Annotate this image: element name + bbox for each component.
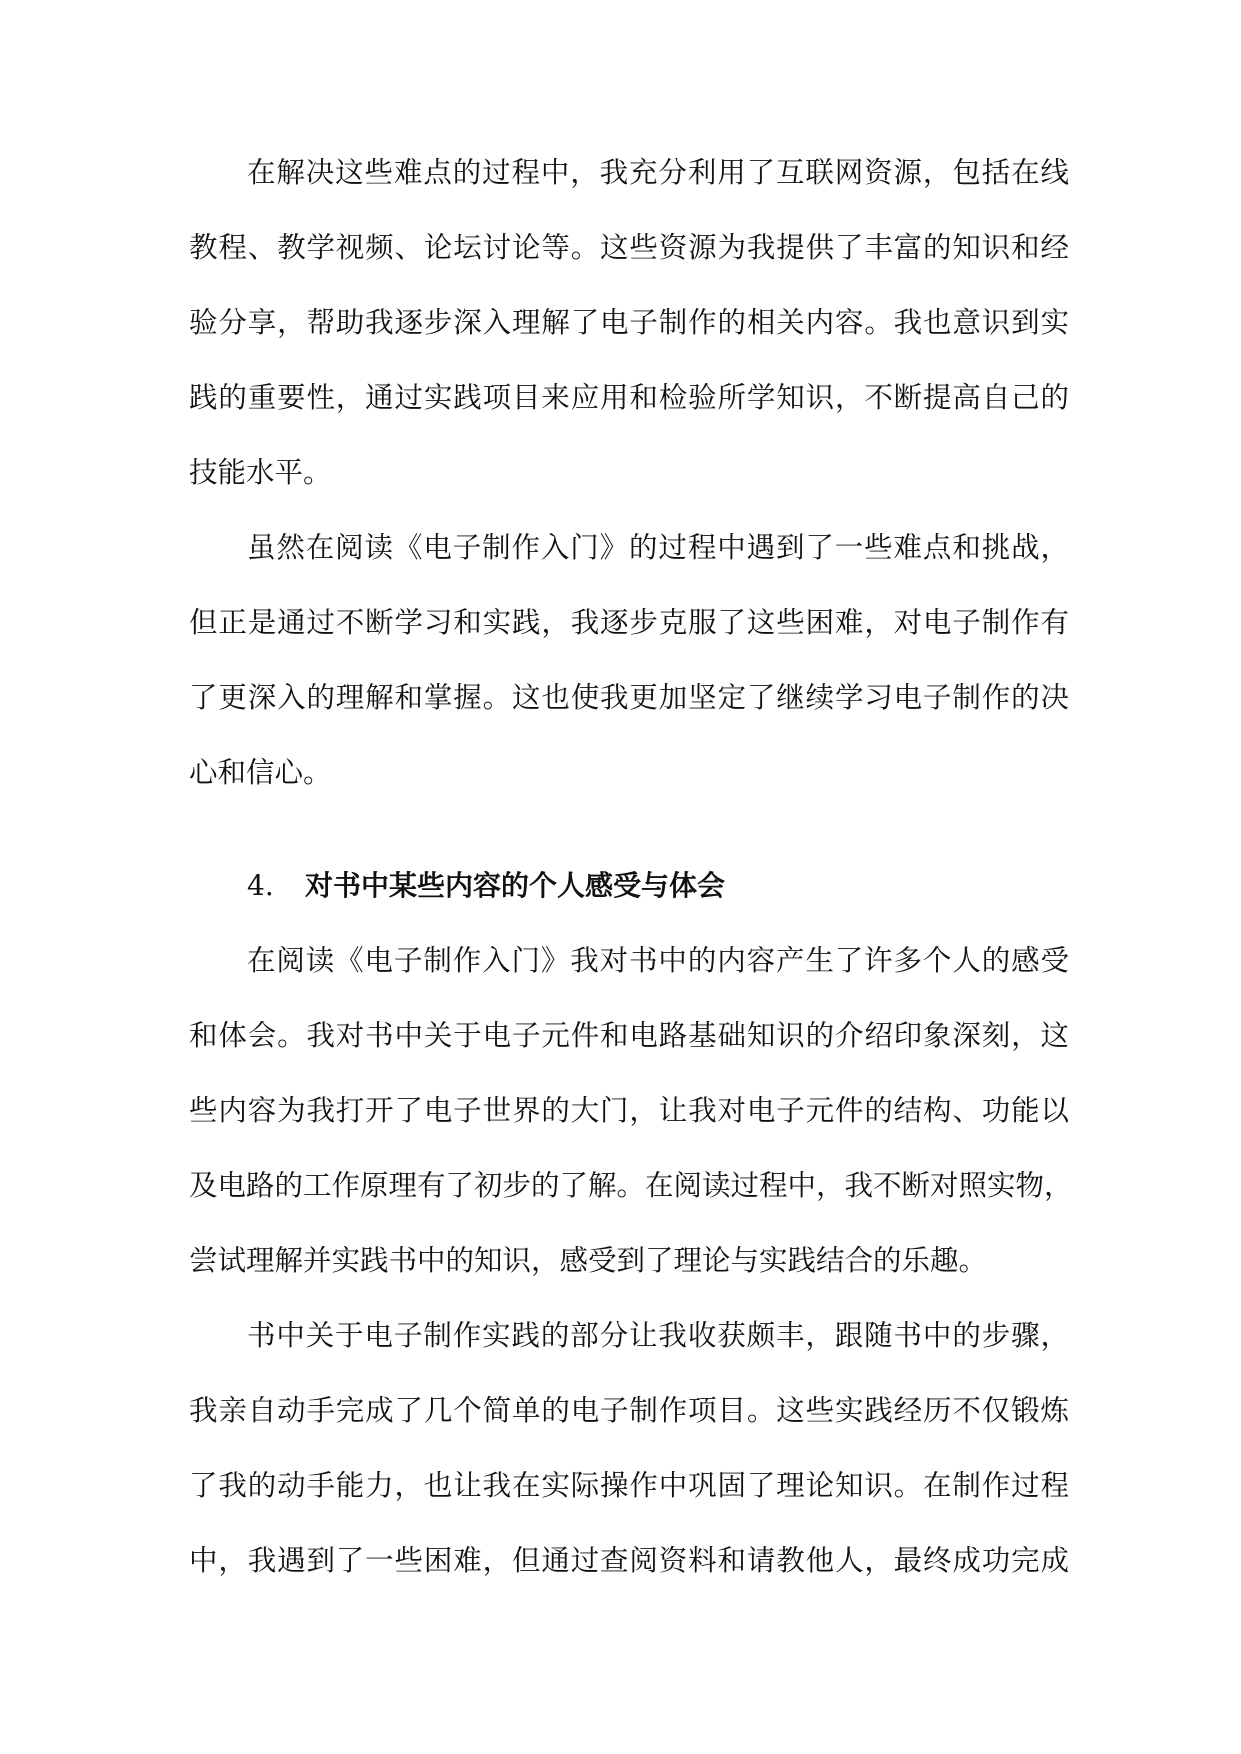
paragraph-line: 践的重要性，通过实践项目来应用和检验所学知识，不断提高自己的 <box>189 381 1069 414</box>
section-title: 对书中某些内容的个人感受与体会 <box>305 869 726 902</box>
paragraph-line: 书中关于电子制作实践的部分让我收获颇丰，跟随书中的步骤， <box>247 1319 1069 1352</box>
paragraph-line: 但正是通过不断学习和实践，我逐步克服了这些困难，对电子制作有 <box>189 606 1069 639</box>
paragraph-line: 中，我遇到了一些困难，但通过查阅资料和请教他人，最终成功完成 <box>189 1544 1069 1577</box>
paragraph-line: 虽然在阅读《电子制作入门》的过程中遇到了一些难点和挑战， <box>247 531 1069 564</box>
paragraph-line: 和体会。我对书中关于电子元件和电路基础知识的介绍印象深刻，这 <box>189 1019 1069 1052</box>
paragraph-line: 些内容为我打开了电子世界的大门，让我对电子元件的结构、功能以 <box>189 1094 1069 1127</box>
paragraph-line: 技能水平。 <box>189 456 332 489</box>
paragraph-line: 及电路的工作原理有了初步的了解。在阅读过程中，我不断对照实物， <box>189 1169 1073 1202</box>
paragraph-line: 验分享，帮助我逐步深入理解了电子制作的相关内容。我也意识到实 <box>189 306 1069 339</box>
paragraph-line: 我亲自动手完成了几个简单的电子制作项目。这些实践经历不仅锻炼 <box>189 1394 1069 1427</box>
paragraph-line: 在解决这些难点的过程中，我充分利用了互联网资源，包括在线 <box>247 156 1069 189</box>
paragraph-line: 尝试理解并实践书中的知识，感受到了理论与实践结合的乐趣。 <box>189 1244 988 1277</box>
paragraph-line: 了我的动手能力，也让我在实际操作中巩固了理论知识。在制作过程 <box>189 1469 1069 1502</box>
section-heading <box>247 867 725 905</box>
paragraph-line: 教程、教学视频、论坛讨论等。这些资源为我提供了丰富的知识和经 <box>189 231 1069 264</box>
paragraph-line: 了更深入的理解和掌握。这也使我更加坚定了继续学习电子制作的决 <box>189 681 1069 714</box>
paragraph-line: 心和信心。 <box>189 756 332 789</box>
section-number: 4. <box>247 869 274 902</box>
paragraph-line: 在阅读《电子制作入门》我对书中的内容产生了许多个人的感受 <box>247 944 1069 977</box>
